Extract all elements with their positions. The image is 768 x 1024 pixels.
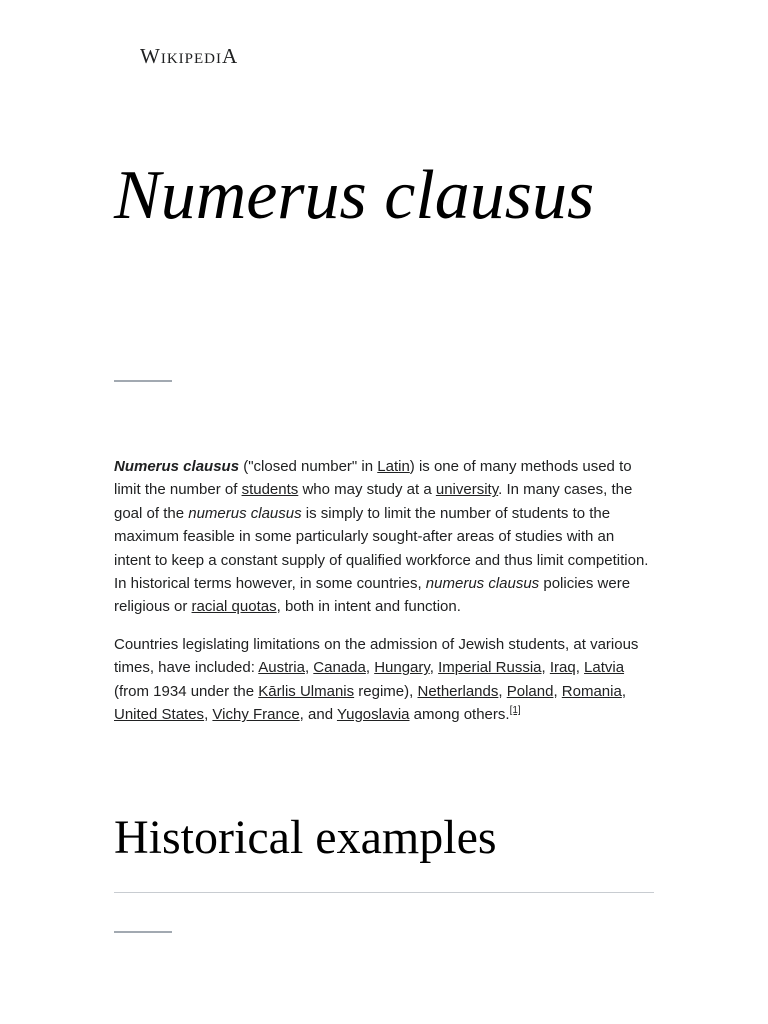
lead-term: Numerus clausus (114, 458, 240, 475)
link-latvia[interactable]: Latvia (584, 659, 625, 677)
link-students[interactable]: students (241, 481, 299, 499)
link-romania[interactable]: Romania (561, 682, 622, 700)
link-united-states[interactable]: United States (114, 706, 205, 724)
text-fragment: . In many cases, the goal of the (114, 481, 633, 522)
emphasis-term: numerus clausus (425, 575, 540, 593)
text-fragment: (from 1934 under the (114, 682, 259, 700)
link-iraq[interactable]: Iraq (549, 659, 576, 677)
wikipedia-wordmark-logo[interactable] (140, 44, 238, 69)
link-hungary[interactable]: Hungary (374, 659, 430, 677)
reference-link-1[interactable]: [1] (509, 705, 521, 717)
link-yugoslavia[interactable]: Yugoslavia (336, 706, 410, 724)
separator: , (365, 659, 375, 677)
text-fragment: regime), (354, 682, 418, 700)
separator: , (204, 706, 213, 724)
text-fragment: among others. (409, 706, 510, 724)
link-racial-quotas[interactable]: racial quotas (191, 598, 277, 616)
separator: , (498, 682, 507, 700)
section-divider (114, 892, 654, 893)
link-vichy-france[interactable]: Vichy France (212, 706, 300, 724)
link-austria[interactable]: Austria (258, 659, 305, 677)
title-divider (114, 380, 172, 382)
logo-initial: W (140, 44, 161, 68)
text-fragment: is simply to limit the number of students to the maximum feasible in some particularly sought-after areas of studies with an intent to keep a constant supply of qualified workforce and thus limit competition. In historical terms however, in some countries, (114, 504, 649, 593)
section-heading-historical-examples: Historical examples (114, 811, 497, 864)
link-imperial-russia[interactable]: Imperial Russia (438, 659, 542, 677)
link-netherlands[interactable]: Netherlands (417, 682, 499, 700)
article-body (114, 455, 654, 740)
separator: , (429, 659, 439, 677)
separator: , (575, 659, 585, 677)
text-fragment: Countries legislating limitations on the admission of Jewish students, at various times, have included: (114, 635, 639, 677)
emphasis-term: numerus clausus (188, 504, 302, 522)
link-latin[interactable]: Latin (377, 458, 410, 475)
link-university[interactable]: university (435, 481, 499, 499)
link-poland[interactable]: Poland (506, 682, 554, 700)
link-karlis-ulmanis[interactable]: Kārlis Ulmanis (258, 682, 355, 700)
text-fragment: who may study at a (298, 481, 436, 499)
separator: , (304, 659, 314, 677)
text-fragment: policies were religious or (114, 575, 631, 616)
text-fragment: , both in intent and function. (276, 598, 461, 616)
separator: , (553, 682, 562, 700)
countries-paragraph (114, 633, 654, 727)
logo-final: A (221, 44, 239, 68)
text-fragment: , and (299, 706, 337, 724)
page-title: Numerus clausus (114, 157, 595, 234)
link-canada[interactable]: Canada (313, 659, 366, 677)
text-fragment: ("closed number" in (239, 458, 378, 475)
intro-paragraph (114, 455, 654, 619)
section-short-rule (114, 931, 172, 933)
text-fragment: ) is one of many methods used to limit the number of (114, 458, 632, 499)
separator: , (621, 682, 626, 700)
logo-middle: IKIPEDI (160, 51, 222, 67)
separator: , (541, 659, 550, 677)
